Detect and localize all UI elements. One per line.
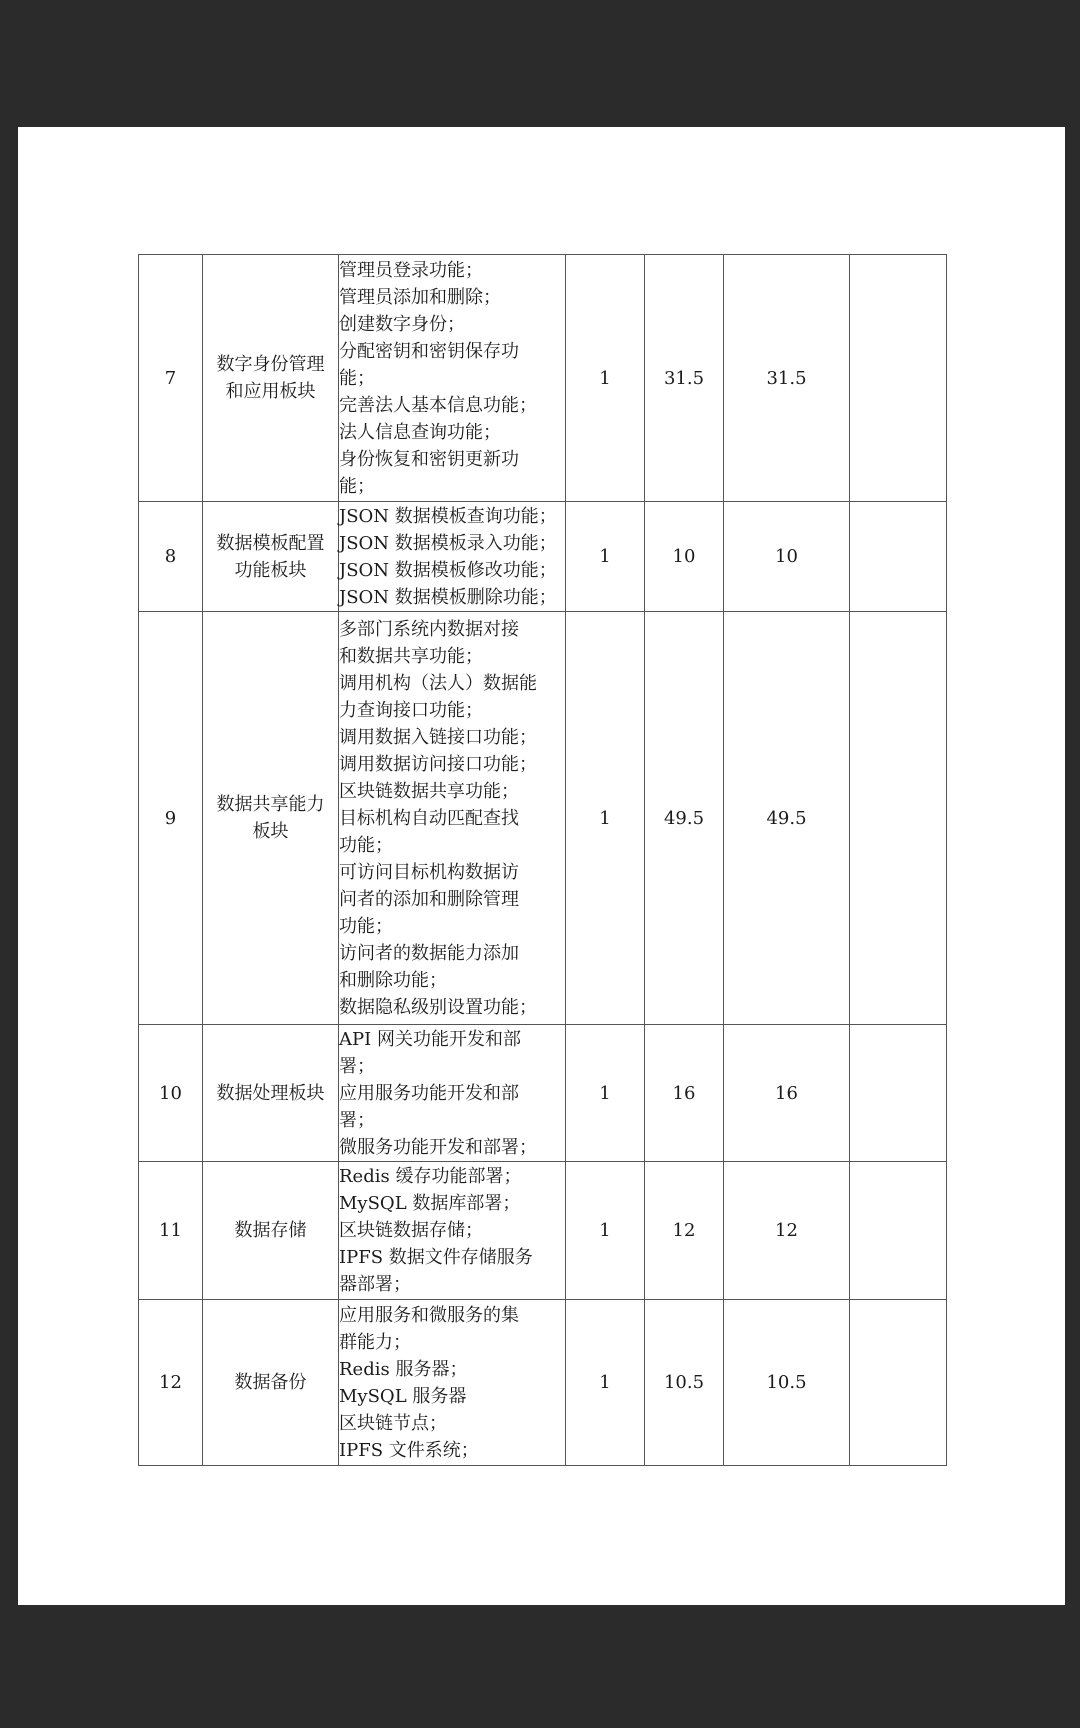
total-price-cell: 12 bbox=[724, 1162, 850, 1300]
quantity-cell: 1 bbox=[566, 1300, 645, 1466]
module-name-cell bbox=[203, 1025, 339, 1162]
module-name-line: 数字身份管理 bbox=[216, 354, 325, 375]
total-price-cell: 16 bbox=[724, 1025, 850, 1162]
feature-line: 管理员添加和删除； bbox=[339, 286, 501, 308]
feature-line: 区块链数据存储； bbox=[339, 1220, 483, 1241]
feature-line: 群能力； bbox=[339, 1331, 411, 1353]
feature-line: 可访问目标机构数据访 bbox=[339, 861, 519, 883]
feature-line: 署； bbox=[339, 1109, 375, 1131]
unit-price-cell: 31.5 bbox=[645, 255, 724, 502]
feature-line: 调用数据入链接口功能； bbox=[339, 726, 537, 748]
feature-list-cell bbox=[339, 1025, 566, 1162]
feature-line: JSON 数据模板删除功能； bbox=[339, 586, 557, 608]
feature-line: Redis 服务器； bbox=[339, 1358, 468, 1380]
module-name-line: 数据共享能力 bbox=[216, 794, 325, 815]
note-cell bbox=[850, 1300, 947, 1466]
feature-line: IPFS 数据文件存储服务 bbox=[339, 1247, 533, 1268]
quantity-cell: 1 bbox=[566, 1162, 645, 1300]
module-name-line: 板块 bbox=[252, 821, 289, 842]
feature-line: MySQL 数据库部署； bbox=[339, 1193, 521, 1214]
total-price-cell: 10.5 bbox=[724, 1300, 850, 1466]
module-name-line: 数据模板配置 bbox=[216, 532, 325, 554]
feature-line: Redis 缓存功能部署； bbox=[339, 1166, 522, 1187]
feature-list-cell bbox=[339, 502, 566, 612]
table-row bbox=[139, 1025, 947, 1162]
feature-line: 微服务功能开发和部署； bbox=[339, 1136, 537, 1158]
feature-line: API 网关功能开发和部 bbox=[339, 1028, 521, 1050]
feature-list-cell bbox=[339, 1300, 566, 1466]
table-row bbox=[139, 502, 947, 612]
feature-list-cell bbox=[339, 255, 566, 502]
note-cell bbox=[850, 1162, 947, 1300]
feature-line: 目标机构自动匹配查找 bbox=[339, 807, 519, 829]
feature-line: 应用服务和微服务的集 bbox=[339, 1304, 519, 1326]
table-row bbox=[139, 1300, 947, 1466]
unit-price-cell: 10.5 bbox=[645, 1300, 724, 1466]
total-price-cell: 49.5 bbox=[724, 612, 850, 1025]
note-cell bbox=[850, 612, 947, 1025]
feature-line: IPFS 文件系统； bbox=[339, 1439, 479, 1461]
module-name-line: 和应用板块 bbox=[225, 381, 316, 402]
feature-list-cell bbox=[339, 612, 566, 1025]
row-number: 9 bbox=[139, 612, 203, 1025]
feature-line: 调用数据访问接口功能； bbox=[339, 753, 537, 775]
table-row bbox=[139, 255, 947, 502]
feature-line: 区块链数据共享功能； bbox=[339, 780, 519, 802]
unit-price-cell: 16 bbox=[645, 1025, 724, 1162]
feature-list-cell bbox=[339, 1162, 566, 1300]
feature-line: 访问者的数据能力添加 bbox=[339, 942, 519, 964]
feature-line: 身份恢复和密钥更新功 bbox=[339, 448, 519, 470]
feature-line: 调用机构（法人）数据能 bbox=[339, 672, 537, 694]
module-name-line: 数据存储 bbox=[234, 1220, 307, 1241]
feature-line: 能； bbox=[339, 367, 375, 389]
note-cell bbox=[850, 1025, 947, 1162]
feature-line: 署； bbox=[339, 1055, 375, 1077]
quantity-cell: 1 bbox=[566, 255, 645, 502]
feature-line: 数据隐私级别设置功能； bbox=[339, 996, 537, 1018]
row-number: 8 bbox=[139, 502, 203, 612]
feature-line: JSON 数据模板录入功能； bbox=[339, 532, 557, 554]
feature-line: 完善法人基本信息功能； bbox=[339, 394, 537, 416]
feature-line: 功能； bbox=[339, 915, 393, 937]
unit-price-cell: 12 bbox=[645, 1162, 724, 1300]
module-name-cell bbox=[203, 1300, 339, 1466]
row-number: 11 bbox=[139, 1162, 203, 1300]
feature-line: 力查询接口功能； bbox=[339, 699, 483, 721]
feature-line: 区块链节点； bbox=[339, 1412, 447, 1434]
quantity-cell: 1 bbox=[566, 502, 645, 612]
row-number: 7 bbox=[139, 255, 203, 502]
unit-price-cell: 49.5 bbox=[645, 612, 724, 1025]
total-price-cell: 31.5 bbox=[724, 255, 850, 502]
module-name-line: 数据备份 bbox=[234, 1372, 307, 1393]
feature-line: 和数据共享功能； bbox=[339, 645, 483, 667]
feature-line: 创建数字身份； bbox=[339, 313, 465, 335]
row-number: 12 bbox=[139, 1300, 203, 1466]
module-price-table bbox=[138, 254, 947, 1466]
module-name-cell bbox=[203, 502, 339, 612]
module-name-cell bbox=[203, 255, 339, 502]
feature-line: 器部署； bbox=[339, 1274, 411, 1295]
unit-price-cell: 10 bbox=[645, 502, 724, 612]
feature-line: 功能； bbox=[339, 834, 393, 856]
feature-line: JSON 数据模板查询功能； bbox=[339, 505, 557, 527]
total-price-cell: 10 bbox=[724, 502, 850, 612]
feature-line: JSON 数据模板修改功能； bbox=[339, 559, 557, 581]
note-cell bbox=[850, 502, 947, 612]
module-name-cell bbox=[203, 612, 339, 1025]
feature-line: MySQL 服务器 bbox=[339, 1385, 467, 1407]
quantity-cell: 1 bbox=[566, 612, 645, 1025]
table-row bbox=[139, 612, 947, 1025]
module-name-line: 数据处理板块 bbox=[216, 1082, 325, 1104]
feature-line: 管理员登录功能； bbox=[339, 259, 483, 281]
quantity-cell: 1 bbox=[566, 1025, 645, 1162]
table-body bbox=[139, 255, 947, 1466]
feature-line: 多部门系统内数据对接 bbox=[339, 618, 519, 640]
feature-line: 能； bbox=[339, 475, 375, 497]
note-cell bbox=[850, 255, 947, 502]
module-name-cell bbox=[203, 1162, 339, 1300]
table-row bbox=[139, 1162, 947, 1300]
feature-line: 法人信息查询功能； bbox=[339, 421, 501, 443]
row-number: 10 bbox=[139, 1025, 203, 1162]
feature-line: 和删除功能； bbox=[339, 969, 447, 991]
feature-line: 应用服务功能开发和部 bbox=[339, 1082, 519, 1104]
feature-line: 问者的添加和删除管理 bbox=[339, 888, 519, 910]
feature-line: 分配密钥和密钥保存功 bbox=[339, 340, 519, 362]
document-page bbox=[18, 127, 1065, 1605]
module-name-line: 功能板块 bbox=[234, 559, 307, 581]
